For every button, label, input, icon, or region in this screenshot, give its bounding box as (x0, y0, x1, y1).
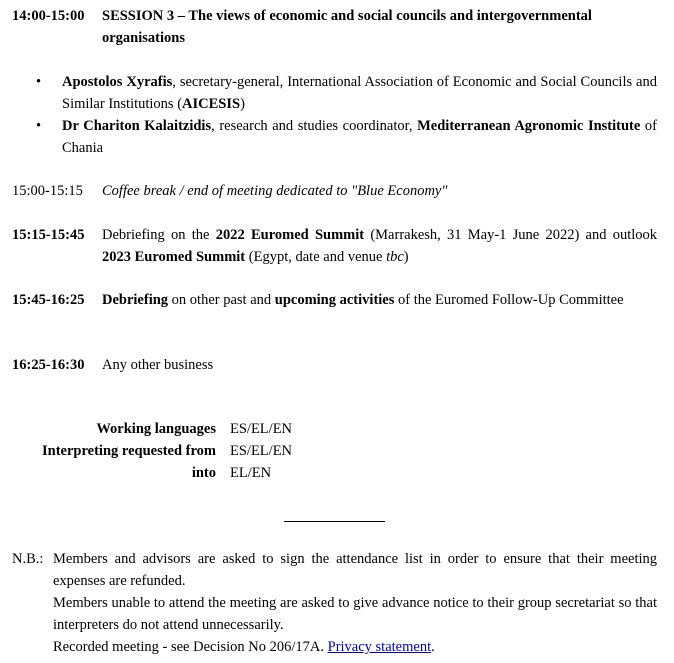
aob-time: 16:25-16:30 (12, 357, 85, 373)
speaker-role: , research and studies coordinator, (211, 118, 418, 134)
text-fragment: ) (403, 249, 409, 265)
nb-line: Members unable to attend the meeting are asked to give advance notice to their group secretariat so that interpreters do not attend unnecessarily. (53, 595, 657, 633)
speaker-item (36, 115, 657, 159)
text-fragment: (Egypt, date and venue (245, 249, 387, 265)
coffee-text: Coffee break / end of meeting dedicated to "Blue Economy" (102, 183, 448, 199)
language-value: EL/EN (230, 465, 272, 481)
speaker-item (36, 71, 657, 115)
nb-line (53, 636, 657, 658)
summit-2022: 2022 Euromed Summit (215, 227, 365, 243)
speaker-tail: ) (240, 96, 245, 112)
debrief-activities-time: 15:45-16:25 (12, 292, 85, 308)
session3-title: SESSION 3 – The views of economic and social councils and intergovernmental organisations (102, 8, 592, 46)
text-fragment: . (431, 639, 435, 655)
language-label: Working languages (96, 421, 216, 437)
language-label: Interpreting requested from (42, 443, 216, 459)
speaker-org: AICESIS (182, 96, 241, 112)
language-value: ES/EL/EN (230, 421, 293, 437)
bullet-icon: • (36, 118, 42, 134)
debrief-summit-time: 15:15-15:45 (12, 227, 85, 243)
text-fragment: Debriefing on the (102, 227, 216, 243)
speaker-role: , secretary-general, International Association of Economic and Social Councils and Similar Institutions ( (62, 74, 657, 112)
divider (284, 521, 385, 522)
speaker-tail: of Chania (62, 118, 657, 156)
aob-text: Any other business (102, 357, 214, 373)
language-value: ES/EL/EN (230, 443, 293, 459)
debrief-summit-text (102, 224, 657, 268)
coffee-time: 15:00-15:15 (12, 183, 83, 199)
language-label: into (191, 465, 216, 481)
upcoming-activities-label: upcoming activities (274, 292, 395, 308)
nb-recorded-text: Recorded meeting - see Decision No 206/17A. (53, 639, 328, 655)
text-fragment: of the Euromed Follow-Up Committee (394, 292, 624, 308)
session3-time: 14:00-15:00 (12, 8, 85, 24)
text-fragment: on other past and (168, 292, 275, 308)
speaker-name: Apostolos Xyrafis (62, 74, 173, 90)
tbc-text: tbc (386, 249, 404, 265)
nb-notes (53, 548, 657, 658)
speaker-name: Dr Chariton Kalaitzidis (62, 118, 212, 134)
speaker-org: Mediterranean Agronomic Institute (417, 118, 641, 134)
speaker-list (36, 71, 657, 159)
bullet-icon: • (36, 74, 42, 90)
nb-label: N.B.: (12, 551, 44, 567)
debrief-activities-text (102, 289, 657, 311)
debriefing-label: Debriefing (102, 292, 169, 308)
nb-line: Members and advisors are asked to sign the attendance list in order to ensure that their meeting expenses are refunded. (53, 551, 657, 589)
privacy-statement-link[interactable]: Privacy statement (327, 639, 432, 655)
summit-2023: 2023 Euromed Summit (102, 249, 246, 265)
text-fragment: (Marrakesh, 31 May-1 June 2022) and outlook (364, 227, 657, 243)
